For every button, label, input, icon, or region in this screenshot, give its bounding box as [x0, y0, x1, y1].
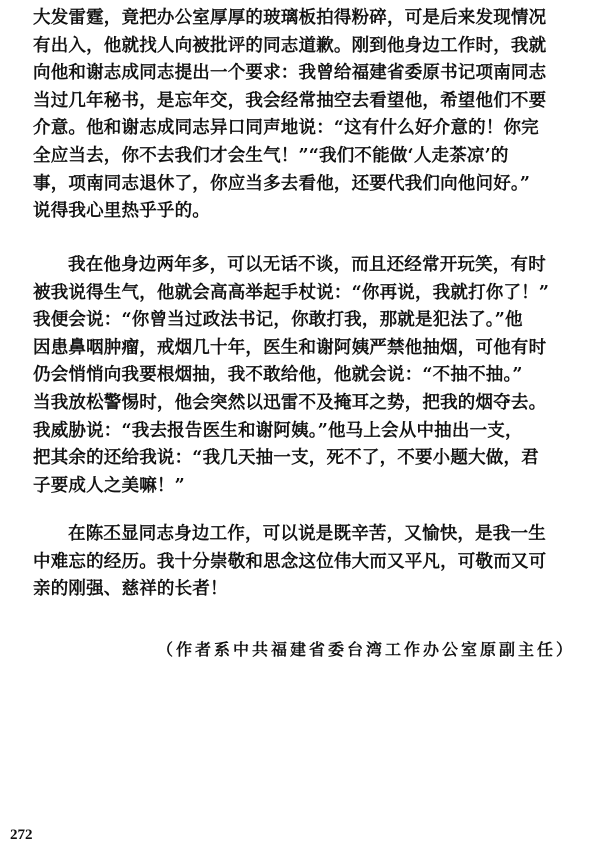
text-line: 事，项南同志退休了，你应当多去看他，还要代我们向他问好。” [33, 173, 531, 194]
text-line: 当过几年秘书，是忘年交，我会经常抽空去看望他，希望他们不要 [33, 90, 547, 111]
text-line: 说得我心里热乎乎的。 [33, 201, 210, 222]
text-line: 被我说得生气，他就会高高举起手杖说：“你再说，我就打你了！” [33, 282, 550, 303]
paragraph-3 [33, 521, 583, 604]
text-line: 子要成人之美嘛！” [33, 475, 185, 496]
text-line: 当我放松警惕时，他会突然以迅雷不及掩耳之势，把我的烟夺去。 [33, 392, 547, 413]
paragraph-2 [33, 252, 583, 500]
text-line: 向他和谢志成同志提出一个要求：我曾给福建省委原书记项南同志 [33, 63, 547, 84]
text-line: 大发雷霆，竟把办公室厚厚的玻璃板拍得粉碎，可是后来发现情况 [33, 8, 547, 28]
text-line: 我便会说：“你曾当过政法书记，你敢打我，那就是犯法了。”他 [33, 310, 523, 331]
text-line: 把其余的还给我说：“我几天抽一支，死不了，不要小题大做，君 [33, 448, 539, 469]
text-line: 我在他身边两年多，可以无话不谈，而且还经常开玩笑，有时 [68, 255, 546, 275]
text-line: 全应当去，你不去我们才会生气！”“我们不能做‘人走茶凉’的 [33, 145, 509, 166]
author-byline: （作者系中共福建省委台湾工作办公室原副主任） [156, 640, 575, 659]
paragraph-1 [33, 5, 583, 226]
text-line: 中难忘的经历。我十分崇敬和思念这位伟大而又平凡，可敬而又可 [33, 551, 547, 572]
text-line: 我威胁说：“我去报告医生和谢阿姨。”他马上会从中抽出一支， [33, 420, 523, 441]
text-line: 亲的刚强、慈祥的长者！ [33, 579, 228, 600]
text-line: 在陈丕显同志身边工作，可以说是既辛苦，又愉快，是我一生 [68, 524, 546, 544]
page-number: 272 [10, 827, 33, 843]
text-line: 介意。他和谢志成同志异口同声地说：“这有什么好介意的！你完 [33, 118, 539, 139]
text-line: 因患鼻咽肿瘤，戒烟几十年，医生和谢阿姨严禁他抽烟，可他有时 [33, 337, 547, 358]
text-line: 有出入，他就找人向被批评的同志道歉。刚到他身边工作时，我就 [33, 35, 547, 56]
text-line: 仍会悄悄向我要根烟抽，我不敢给他，他就会说：“不抽不抽。” [33, 365, 523, 386]
